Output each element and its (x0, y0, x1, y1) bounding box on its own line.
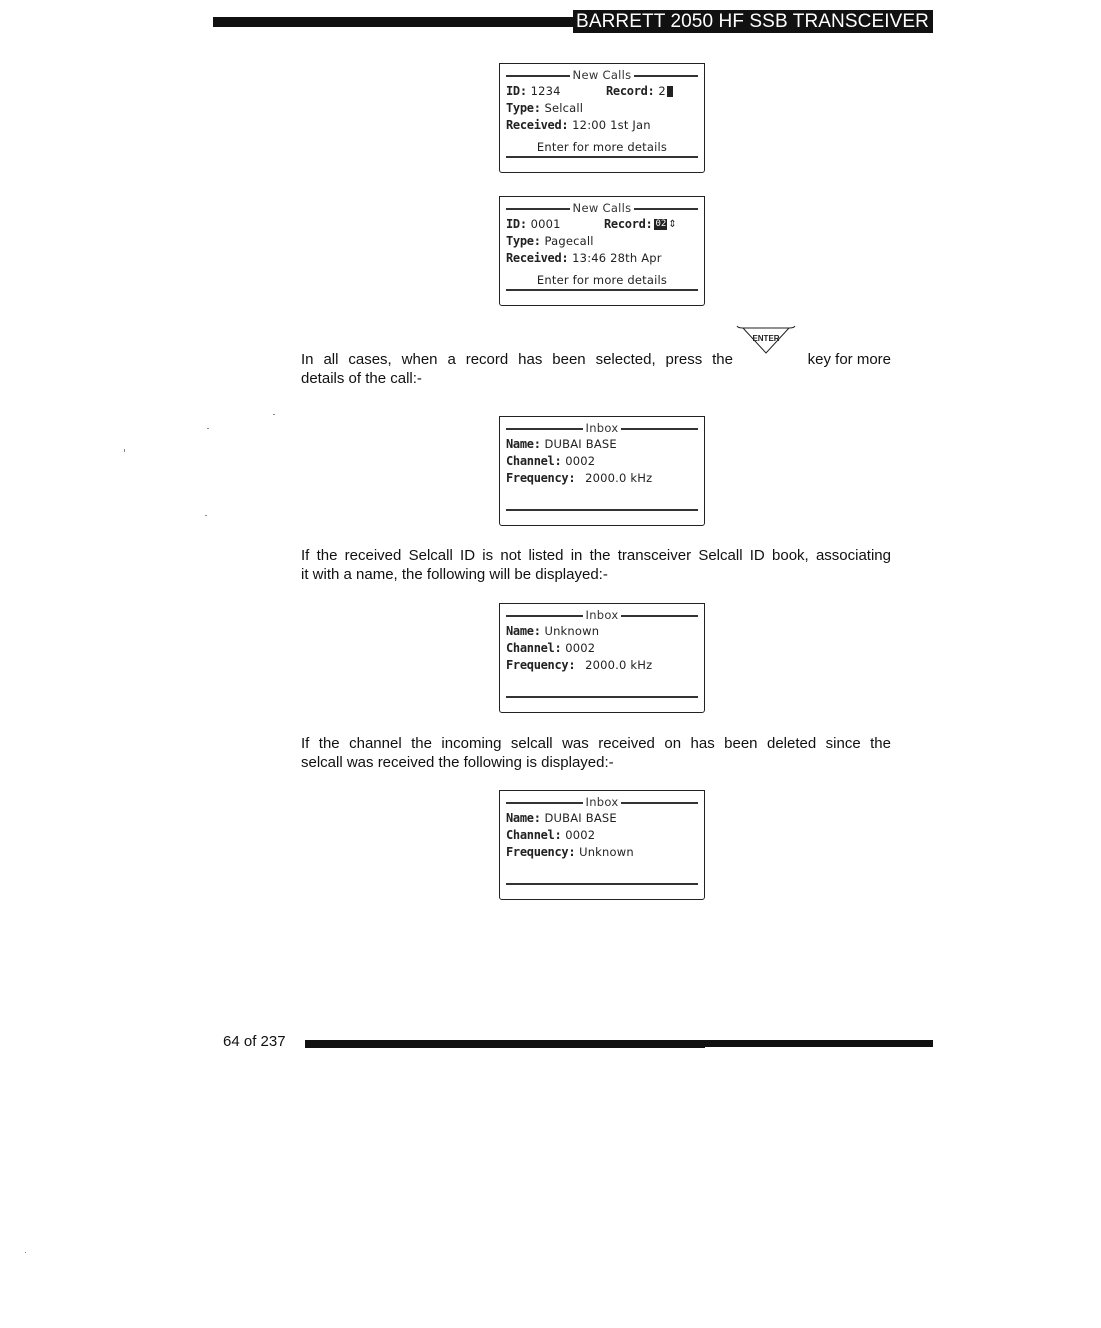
lcd-type-row (500, 233, 704, 250)
para3-line2: selcall was received the following is displayed:- (301, 754, 614, 771)
scan-speck (205, 515, 207, 516)
frequency-value: 2000.0 kHz (585, 471, 653, 485)
id-label: ID: (506, 217, 527, 231)
scan-speck (124, 449, 125, 452)
channel-label: Channel: (506, 454, 562, 468)
lcd-title: New Calls (570, 200, 635, 216)
id-label: ID: (506, 84, 527, 98)
lcd-type-row (500, 100, 704, 117)
lcd-title: Inbox (583, 607, 622, 623)
lcd-name-row (500, 436, 704, 453)
header-rule-thin (213, 25, 573, 27)
footer-rule-thin (305, 1046, 705, 1048)
frequency-label: Frequency: (506, 658, 576, 672)
name-label: Name: (506, 811, 541, 825)
channel-value: 0002 (565, 641, 596, 655)
lcd-bottom-rule (506, 696, 698, 698)
scan-speck (25, 1252, 26, 1253)
name-value: DUBAI BASE (544, 811, 617, 825)
lcd-frequency-row (500, 657, 704, 674)
received-value: 13:46 28th Apr (572, 251, 662, 265)
para3-line1: If the channel the incoming selcall was received on has been deleted since the (301, 735, 891, 752)
lcd-frequency-row (500, 470, 704, 487)
scan-speck (273, 414, 275, 415)
record-value: 2 (658, 84, 666, 98)
header-title: BARRETT 2050 HF SSB TRANSCEIVER (573, 10, 933, 33)
lcd-received-row (500, 117, 704, 134)
type-value: Pagecall (544, 234, 594, 248)
cursor-block-icon (667, 86, 673, 97)
up-down-arrows-icon: ⇕ (668, 219, 677, 230)
lcd-id-row (500, 83, 704, 100)
record-field (606, 83, 673, 100)
id-value: 0001 (530, 217, 561, 231)
lcd-name-row (500, 810, 704, 827)
record-field (604, 216, 677, 233)
channel-label: Channel: (506, 828, 562, 842)
paragraph-enter (301, 350, 891, 388)
lcd-inbox-2 (499, 603, 705, 713)
para1-line1-end: key for more (807, 351, 891, 368)
lcd-name-row (500, 623, 704, 640)
lcd-received-row (500, 250, 704, 267)
received-value: 12:00 1st Jan (572, 118, 651, 132)
lcd-title: New Calls (570, 67, 635, 83)
lcd-new-calls-1 (499, 63, 705, 173)
lcd-title: Inbox (583, 794, 622, 810)
para2-line2: it with a name, the following will be displayed:- (301, 566, 608, 583)
enter-key-icon (735, 324, 797, 354)
type-label: Type: (506, 234, 541, 248)
paragraph-deleted-channel (301, 734, 891, 772)
record-label: Record: (604, 217, 653, 231)
lcd-bottom-rule (506, 883, 698, 885)
name-label: Name: (506, 437, 541, 451)
lcd-inbox-1 (499, 416, 705, 526)
frequency-value: 2000.0 kHz (585, 658, 653, 672)
lcd-bottom-rule (506, 289, 698, 291)
type-value: Selcall (544, 101, 584, 115)
lcd-hint: Enter for more details (536, 273, 668, 287)
page-header (213, 10, 933, 33)
record-value: 02 (655, 219, 667, 229)
lcd-bottom-rule (506, 156, 698, 158)
lcd-title: Inbox (583, 420, 622, 436)
frequency-label: Frequency: (506, 471, 576, 485)
para2-line1: If the received Selcall ID is not listed in the transceiver Selcall ID book, associating (301, 547, 891, 564)
page-number: 64 of 237 (223, 1033, 286, 1050)
lcd-frequency-row (500, 844, 704, 861)
channel-label: Channel: (506, 641, 562, 655)
lcd-new-calls-2 (499, 196, 705, 306)
channel-value: 0002 (565, 828, 596, 842)
lcd-channel-row (500, 453, 704, 470)
name-label: Name: (506, 624, 541, 638)
received-label: Received: (506, 118, 569, 132)
lcd-hint: Enter for more details (536, 140, 668, 154)
frequency-value: Unknown (579, 845, 634, 859)
record-label: Record: (606, 84, 655, 98)
para1-line1-start: In all cases, when a record has been selected, press the (301, 351, 733, 368)
id-value: 1234 (530, 84, 561, 98)
lcd-channel-row (500, 827, 704, 844)
frequency-label: Frequency: (506, 845, 576, 859)
enter-key-label: ENTER (752, 334, 780, 343)
name-value: DUBAI BASE (544, 437, 617, 451)
channel-value: 0002 (565, 454, 596, 468)
paragraph-unknown-id (301, 546, 891, 584)
scan-speck (207, 428, 209, 429)
lcd-id-row (500, 216, 704, 233)
para1-line2: details of the call:- (301, 370, 422, 387)
lcd-channel-row (500, 640, 704, 657)
lcd-inbox-3 (499, 790, 705, 900)
received-label: Received: (506, 251, 569, 265)
lcd-bottom-rule (506, 509, 698, 511)
name-value: Unknown (544, 624, 600, 638)
type-label: Type: (506, 101, 541, 115)
